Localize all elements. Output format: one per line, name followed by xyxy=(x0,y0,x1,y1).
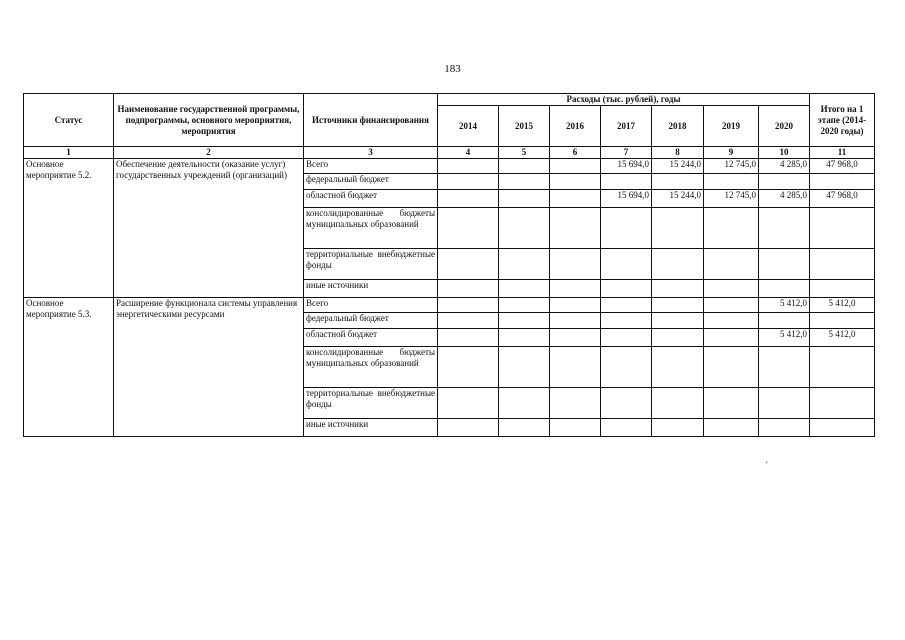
year-value-cell xyxy=(704,249,759,280)
year-value-cell: 5 412,0 xyxy=(759,329,810,347)
funding-source: территориальные внебюджетные фонды xyxy=(304,388,438,419)
year-value-cell xyxy=(438,208,499,249)
column-number: 6 xyxy=(550,147,601,159)
year-value-cell xyxy=(704,208,759,249)
header-year: 2017 xyxy=(601,106,652,147)
year-value-cell xyxy=(759,313,810,329)
year-value-cell xyxy=(438,388,499,419)
year-value-cell xyxy=(759,347,810,388)
year-value-cell xyxy=(550,159,601,174)
total-value-cell: 47 968,0 xyxy=(810,159,875,174)
activity-name: Обеспечение деятельности (оказание услуг) государственных учреждений (организаций) xyxy=(114,159,304,298)
year-value-cell xyxy=(438,190,499,208)
funding-source: федеральный бюджет xyxy=(304,174,438,190)
year-value-cell xyxy=(652,313,704,329)
year-value-cell xyxy=(550,347,601,388)
year-value-cell xyxy=(601,388,652,419)
header-sources: Источники финансирования xyxy=(304,94,438,147)
total-value-cell xyxy=(810,249,875,280)
year-value-cell xyxy=(759,280,810,298)
year-value-cell xyxy=(550,280,601,298)
column-number: 8 xyxy=(652,147,704,159)
year-value-cell xyxy=(601,280,652,298)
year-value-cell xyxy=(652,280,704,298)
header-total: Итого на 1 этапе (2014-2020 годы) xyxy=(810,94,875,147)
year-value-cell xyxy=(704,280,759,298)
year-value-cell xyxy=(499,347,550,388)
funding-source: территориальные внебюджетные фонды xyxy=(304,249,438,280)
year-value-cell xyxy=(438,419,499,437)
column-number: 9 xyxy=(704,147,759,159)
year-value-cell xyxy=(704,174,759,190)
year-value-cell xyxy=(499,329,550,347)
activity-status: Основное мероприятие 5.3. xyxy=(24,298,114,437)
total-value-cell: 5 412,0 xyxy=(810,298,875,313)
year-value-cell: 4 285,0 xyxy=(759,190,810,208)
year-value-cell xyxy=(652,208,704,249)
funding-source: областной бюджет xyxy=(304,190,438,208)
funding-source: иные источники xyxy=(304,419,438,437)
year-value-cell xyxy=(601,347,652,388)
table-row xyxy=(24,298,875,313)
header-year: 2018 xyxy=(652,106,704,147)
header-name: Наименование государственной программы, подпрограммы, основного мероприятия, мероприятия xyxy=(114,94,304,147)
year-value-cell xyxy=(550,249,601,280)
activity-name: Расширение функционала системы управления энергетическими ресурсами xyxy=(114,298,304,437)
scan-mark: ′ xyxy=(766,460,768,470)
header-year: 2015 xyxy=(499,106,550,147)
header-expenses: Расходы (тыс. рублей), годы xyxy=(438,94,810,106)
year-value-cell xyxy=(499,298,550,313)
year-value-cell xyxy=(704,298,759,313)
column-number: 1 xyxy=(24,147,114,159)
header-status: Статус xyxy=(24,94,114,147)
year-value-cell xyxy=(438,280,499,298)
total-value-cell xyxy=(810,174,875,190)
year-value-cell: 4 285,0 xyxy=(759,159,810,174)
column-number: 2 xyxy=(114,147,304,159)
funding-source: консолидированные бюджеты муниципальных образований xyxy=(304,347,438,388)
year-value-cell xyxy=(759,419,810,437)
year-value-cell xyxy=(601,313,652,329)
year-value-cell xyxy=(438,347,499,388)
year-value-cell xyxy=(438,249,499,280)
year-value-cell: 5 412,0 xyxy=(759,298,810,313)
year-value-cell xyxy=(550,313,601,329)
year-value-cell xyxy=(652,329,704,347)
column-number: 10 xyxy=(759,147,810,159)
year-value-cell xyxy=(499,208,550,249)
year-value-cell xyxy=(652,419,704,437)
year-value-cell xyxy=(438,298,499,313)
year-value-cell xyxy=(601,208,652,249)
year-value-cell xyxy=(652,298,704,313)
year-value-cell: 12 745,0 xyxy=(704,190,759,208)
page-number: 183 xyxy=(444,63,461,75)
header-year: 2016 xyxy=(550,106,601,147)
year-value-cell xyxy=(601,174,652,190)
year-value-cell xyxy=(759,388,810,419)
year-value-cell xyxy=(652,249,704,280)
activity-status: Основное мероприятие 5.2. xyxy=(24,159,114,298)
year-value-cell xyxy=(601,298,652,313)
year-value-cell xyxy=(550,419,601,437)
funding-source: консолидированные бюджеты муниципальных образований xyxy=(304,208,438,249)
total-value-cell: 5 412,0 xyxy=(810,329,875,347)
year-value-cell xyxy=(499,159,550,174)
total-value-cell: 47 968,0 xyxy=(810,190,875,208)
year-value-cell xyxy=(601,329,652,347)
header-year: 2020 xyxy=(759,106,810,147)
year-value-cell xyxy=(499,190,550,208)
year-value-cell xyxy=(550,298,601,313)
year-value-cell xyxy=(499,419,550,437)
year-value-cell xyxy=(759,208,810,249)
total-value-cell xyxy=(810,208,875,249)
year-value-cell xyxy=(499,249,550,280)
year-value-cell xyxy=(550,208,601,249)
year-value-cell xyxy=(550,388,601,419)
column-number: 7 xyxy=(601,147,652,159)
year-value-cell: 12 745,0 xyxy=(704,159,759,174)
year-value-cell xyxy=(601,419,652,437)
year-value-cell xyxy=(438,313,499,329)
total-value-cell xyxy=(810,280,875,298)
year-value-cell xyxy=(550,190,601,208)
year-value-cell xyxy=(499,388,550,419)
funding-source: иные источники xyxy=(304,280,438,298)
year-value-cell xyxy=(759,249,810,280)
header-year: 2014 xyxy=(438,106,499,147)
column-number: 5 xyxy=(499,147,550,159)
year-value-cell: 15 244,0 xyxy=(652,159,704,174)
year-value-cell xyxy=(704,388,759,419)
year-value-cell xyxy=(759,174,810,190)
column-number: 3 xyxy=(304,147,438,159)
year-value-cell xyxy=(438,329,499,347)
year-value-cell xyxy=(704,419,759,437)
column-number: 11 xyxy=(810,147,875,159)
column-number-row xyxy=(24,147,875,159)
year-value-cell: 15 694,0 xyxy=(601,190,652,208)
header-year: 2019 xyxy=(704,106,759,147)
year-value-cell xyxy=(652,388,704,419)
budget-table xyxy=(23,93,875,437)
year-value-cell xyxy=(499,313,550,329)
year-value-cell xyxy=(499,280,550,298)
funding-source: областной бюджет xyxy=(304,329,438,347)
total-value-cell xyxy=(810,313,875,329)
column-number: 4 xyxy=(438,147,499,159)
year-value-cell xyxy=(550,329,601,347)
funding-source: федеральный бюджет xyxy=(304,313,438,329)
year-value-cell: 15 694,0 xyxy=(601,159,652,174)
total-value-cell xyxy=(810,419,875,437)
total-value-cell xyxy=(810,347,875,388)
year-value-cell xyxy=(438,159,499,174)
year-value-cell xyxy=(704,329,759,347)
year-value-cell xyxy=(550,174,601,190)
year-value-cell: 15 244,0 xyxy=(652,190,704,208)
total-value-cell xyxy=(810,388,875,419)
year-value-cell xyxy=(704,347,759,388)
year-value-cell xyxy=(704,313,759,329)
funding-source: Всего xyxy=(304,159,438,174)
year-value-cell xyxy=(652,174,704,190)
table-row xyxy=(24,159,875,174)
year-value-cell xyxy=(438,174,499,190)
year-value-cell xyxy=(499,174,550,190)
year-value-cell xyxy=(652,347,704,388)
year-value-cell xyxy=(601,249,652,280)
funding-source: Всего xyxy=(304,298,438,313)
